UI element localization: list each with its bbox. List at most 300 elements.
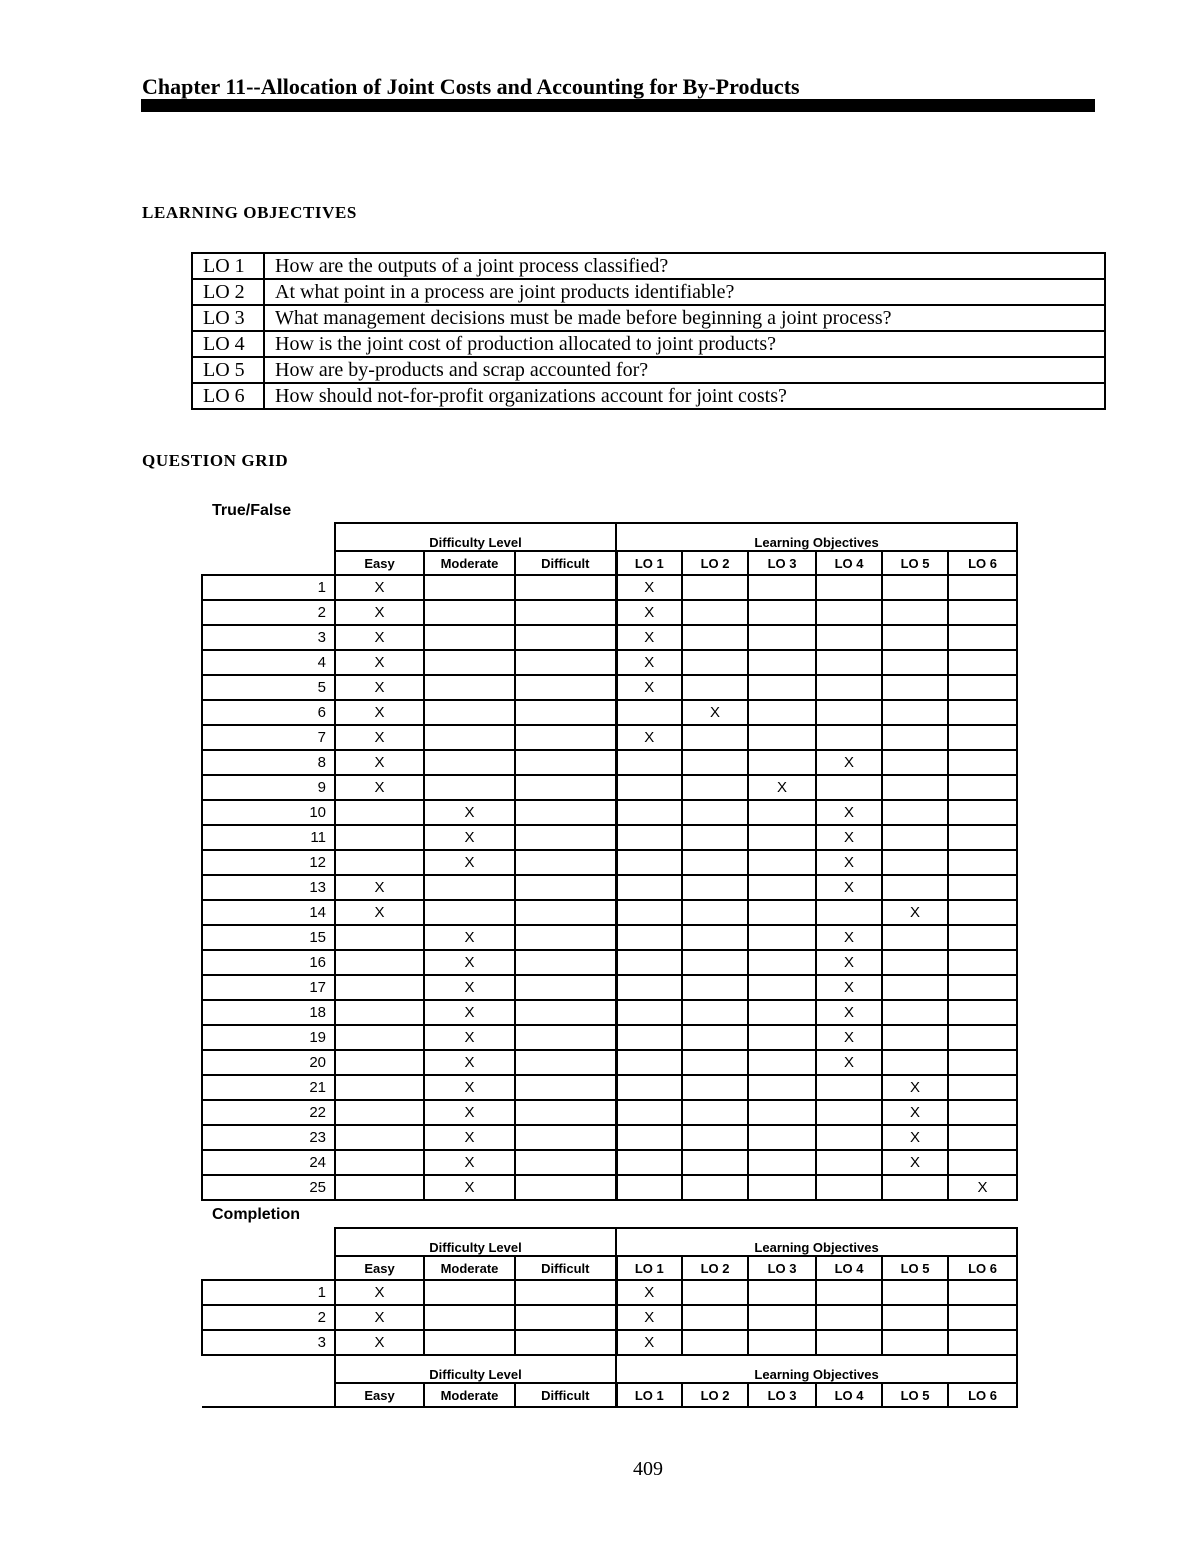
objective-cell: [682, 925, 748, 950]
difficulty-level-header: Difficulty Level: [335, 1355, 616, 1383]
question-number: 16: [202, 950, 335, 975]
objective-cell: [616, 750, 682, 775]
lo-row: [192, 305, 1105, 331]
objective-cell: [948, 1280, 1017, 1305]
objective-cell: [816, 675, 882, 700]
objective-cell: [882, 675, 948, 700]
difficulty-cell: [424, 625, 515, 650]
objective-cell: [816, 1305, 882, 1330]
difficulty-column-easy: Easy: [335, 551, 424, 575]
objective-mark: X: [816, 850, 882, 875]
lo-id: LO 2: [192, 279, 264, 305]
lo-row: [192, 253, 1105, 279]
objective-cell: [682, 1075, 748, 1100]
objective-cell: [948, 1050, 1017, 1075]
objective-cell: [682, 675, 748, 700]
objective-column-lo4: LO 4: [816, 551, 882, 575]
objective-mark: X: [616, 1330, 682, 1355]
question-number: 3: [202, 625, 335, 650]
objective-column-lo6: LO 6: [948, 1383, 1017, 1407]
question-row: [202, 675, 1017, 700]
question-row: [202, 1100, 1017, 1125]
question-row: [202, 925, 1017, 950]
objective-column-lo5: LO 5: [882, 551, 948, 575]
lo-question: How is the joint cost of production allocated to joint products?: [264, 331, 1105, 357]
objective-cell: [882, 975, 948, 1000]
objective-mark: X: [882, 1125, 948, 1150]
objective-cell: [948, 800, 1017, 825]
objective-cell: [748, 625, 816, 650]
difficulty-mark: X: [335, 700, 424, 725]
objective-cell: [882, 800, 948, 825]
objective-cell: [616, 975, 682, 1000]
objective-column-lo2: LO 2: [682, 1383, 748, 1407]
question-row: [202, 600, 1017, 625]
question-number: 18: [202, 1000, 335, 1025]
question-row: [202, 1330, 1017, 1355]
difficulty-mark: X: [335, 1330, 424, 1355]
true-false-label: True/False: [212, 502, 292, 519]
lo-id: LO 5: [192, 357, 264, 383]
difficulty-cell: [515, 875, 616, 900]
question-row: [202, 1075, 1017, 1100]
learning-objectives-header: Learning Objectives: [616, 1228, 1017, 1256]
difficulty-cell: [515, 1125, 616, 1150]
objective-cell: [882, 650, 948, 675]
objective-cell: [616, 1175, 682, 1200]
objective-mark: X: [616, 725, 682, 750]
difficulty-cell: [515, 950, 616, 975]
objective-cell: [682, 1100, 748, 1125]
difficulty-cell: [424, 1305, 515, 1330]
difficulty-mark: X: [335, 900, 424, 925]
title-rule: [141, 99, 1095, 112]
objective-cell: [948, 1305, 1017, 1330]
difficulty-cell: [335, 850, 424, 875]
lo-question: At what point in a process are joint products identifiable?: [264, 279, 1105, 305]
group-header-row: [202, 1355, 1017, 1383]
difficulty-cell: [515, 1100, 616, 1125]
lo-question: How are the outputs of a joint process classified?: [264, 253, 1105, 279]
objective-cell: [682, 625, 748, 650]
difficulty-column-easy: Easy: [335, 1383, 424, 1407]
objective-cell: [748, 875, 816, 900]
question-number: 1: [202, 1280, 335, 1305]
question-row: [202, 1305, 1017, 1330]
objective-cell: [948, 1125, 1017, 1150]
question-grid-heading: QUESTION GRID: [142, 451, 289, 470]
difficulty-mark: X: [424, 800, 515, 825]
question-number: 25: [202, 1175, 335, 1200]
page-number: 409: [633, 1458, 663, 1480]
difficulty-cell: [515, 1175, 616, 1200]
objective-cell: [682, 725, 748, 750]
difficulty-cell: [335, 975, 424, 1000]
difficulty-mark: X: [424, 975, 515, 1000]
question-number: 1: [202, 575, 335, 600]
objective-cell: [948, 825, 1017, 850]
question-number: 2: [202, 1305, 335, 1330]
difficulty-mark: X: [335, 1280, 424, 1305]
difficulty-column-moderate: Moderate: [424, 1383, 515, 1407]
objective-cell: [682, 1125, 748, 1150]
objective-mark: X: [616, 625, 682, 650]
question-number: 4: [202, 650, 335, 675]
question-number: 12: [202, 850, 335, 875]
objective-cell: [948, 600, 1017, 625]
difficulty-level-header: Difficulty Level: [335, 1228, 616, 1256]
objective-cell: [616, 1000, 682, 1025]
objective-cell: [948, 675, 1017, 700]
question-row: [202, 725, 1017, 750]
objective-cell: [748, 575, 816, 600]
objective-mark: X: [816, 1000, 882, 1025]
difficulty-cell: [335, 1150, 424, 1175]
difficulty-cell: [424, 900, 515, 925]
objective-cell: [882, 925, 948, 950]
objective-column-lo3: LO 3: [748, 1383, 816, 1407]
question-row: [202, 775, 1017, 800]
difficulty-mark: X: [335, 775, 424, 800]
objective-cell: [816, 600, 882, 625]
completion-grid: [201, 1227, 1018, 1408]
objective-cell: [948, 850, 1017, 875]
objective-cell: [948, 775, 1017, 800]
difficulty-mark: X: [335, 875, 424, 900]
difficulty-cell: [515, 850, 616, 875]
difficulty-cell: [515, 1305, 616, 1330]
objective-cell: [748, 900, 816, 925]
objective-mark: X: [816, 875, 882, 900]
objective-cell: [816, 1175, 882, 1200]
question-row: [202, 1050, 1017, 1075]
difficulty-mark: X: [424, 825, 515, 850]
question-number: 17: [202, 975, 335, 1000]
objective-cell: [948, 1150, 1017, 1175]
difficulty-cell: [335, 825, 424, 850]
objective-cell: [948, 875, 1017, 900]
objective-mark: X: [616, 650, 682, 675]
objective-column-lo6: LO 6: [948, 1256, 1017, 1280]
objective-cell: [682, 875, 748, 900]
difficulty-cell: [335, 950, 424, 975]
objective-cell: [748, 1280, 816, 1305]
objective-cell: [616, 1075, 682, 1100]
objective-mark: X: [816, 825, 882, 850]
objective-mark: X: [816, 750, 882, 775]
objective-cell: [882, 950, 948, 975]
objective-cell: [882, 700, 948, 725]
difficulty-cell: [515, 1280, 616, 1305]
grid-corner: [202, 523, 335, 575]
objective-cell: [882, 625, 948, 650]
lo-row: [192, 279, 1105, 305]
objective-cell: [682, 600, 748, 625]
objective-cell: [748, 1050, 816, 1075]
difficulty-cell: [335, 1125, 424, 1150]
lo-row: [192, 357, 1105, 383]
difficulty-cell: [515, 725, 616, 750]
objective-cell: [948, 700, 1017, 725]
objective-cell: [748, 1075, 816, 1100]
difficulty-column-easy: Easy: [335, 1256, 424, 1280]
objective-cell: [616, 775, 682, 800]
objective-cell: [816, 575, 882, 600]
objective-cell: [616, 850, 682, 875]
objective-mark: X: [816, 950, 882, 975]
objective-mark: X: [816, 1050, 882, 1075]
difficulty-mark: X: [424, 1050, 515, 1075]
lo-id: LO 3: [192, 305, 264, 331]
difficulty-cell: [515, 975, 616, 1000]
objective-cell: [882, 575, 948, 600]
objective-cell: [816, 1125, 882, 1150]
difficulty-cell: [335, 800, 424, 825]
difficulty-cell: [515, 1150, 616, 1175]
objective-cell: [748, 1305, 816, 1330]
difficulty-mark: X: [335, 1305, 424, 1330]
question-row: [202, 1280, 1017, 1305]
difficulty-cell: [515, 825, 616, 850]
objective-cell: [882, 1050, 948, 1075]
difficulty-cell: [515, 750, 616, 775]
difficulty-column-difficult: Difficult: [515, 1383, 616, 1407]
objective-mark: X: [816, 1025, 882, 1050]
objective-mark: X: [616, 600, 682, 625]
question-row: [202, 750, 1017, 775]
objective-column-lo2: LO 2: [682, 551, 748, 575]
difficulty-mark: X: [424, 1025, 515, 1050]
objective-cell: [682, 950, 748, 975]
true-false-grid: [201, 522, 1018, 1201]
objective-column-lo4: LO 4: [816, 1256, 882, 1280]
difficulty-cell: [424, 575, 515, 600]
difficulty-cell: [424, 775, 515, 800]
objective-cell: [816, 1280, 882, 1305]
objective-cell: [682, 825, 748, 850]
objective-cell: [882, 825, 948, 850]
objective-column-lo4: LO 4: [816, 1383, 882, 1407]
objective-cell: [616, 825, 682, 850]
learning-objectives-header: Learning Objectives: [616, 1355, 1017, 1383]
question-row: [202, 1125, 1017, 1150]
objective-cell: [748, 700, 816, 725]
objective-cell: [616, 1050, 682, 1075]
objective-cell: [816, 775, 882, 800]
objective-cell: [682, 1000, 748, 1025]
question-row: [202, 1025, 1017, 1050]
objective-cell: [816, 1330, 882, 1355]
question-number: 8: [202, 750, 335, 775]
objective-mark: X: [748, 775, 816, 800]
group-header-row: [202, 1228, 1017, 1256]
grid-corner: [202, 1228, 335, 1280]
objective-cell: [882, 1000, 948, 1025]
completion-label: Completion: [212, 1206, 300, 1223]
objective-cell: [882, 600, 948, 625]
difficulty-cell: [515, 925, 616, 950]
difficulty-column-moderate: Moderate: [424, 551, 515, 575]
objective-cell: [682, 1305, 748, 1330]
difficulty-level-header: Difficulty Level: [335, 523, 616, 551]
learning-objectives-header: Learning Objectives: [616, 523, 1017, 551]
difficulty-mark: X: [335, 600, 424, 625]
lo-id: LO 4: [192, 331, 264, 357]
question-number: 3: [202, 1330, 335, 1355]
objective-cell: [748, 600, 816, 625]
learning-objectives-heading: LEARNING OBJECTIVES: [142, 203, 357, 222]
difficulty-cell: [424, 1330, 515, 1355]
objective-cell: [748, 850, 816, 875]
question-row: [202, 825, 1017, 850]
objective-cell: [948, 1000, 1017, 1025]
question-row: [202, 875, 1017, 900]
chapter-title: Chapter 11--Allocation of Joint Costs and Accounting for By-Products: [142, 74, 800, 99]
question-number: 2: [202, 600, 335, 625]
question-row: [202, 625, 1017, 650]
question-number: 21: [202, 1075, 335, 1100]
objective-mark: X: [882, 900, 948, 925]
objective-cell: [682, 1280, 748, 1305]
objective-cell: [816, 1100, 882, 1125]
difficulty-mark: X: [424, 1000, 515, 1025]
objective-cell: [616, 1100, 682, 1125]
difficulty-cell: [424, 1280, 515, 1305]
difficulty-cell: [424, 875, 515, 900]
difficulty-cell: [335, 1000, 424, 1025]
question-row: [202, 700, 1017, 725]
objective-cell: [882, 875, 948, 900]
objective-mark: X: [616, 1280, 682, 1305]
lo-id: LO 6: [192, 383, 264, 409]
objective-mark: X: [616, 1305, 682, 1330]
objective-cell: [882, 1305, 948, 1330]
objective-column-lo3: LO 3: [748, 551, 816, 575]
question-number: 20: [202, 1050, 335, 1075]
objective-cell: [882, 1280, 948, 1305]
objective-column-lo1: LO 1: [616, 551, 682, 575]
difficulty-cell: [515, 625, 616, 650]
difficulty-cell: [515, 675, 616, 700]
difficulty-column-moderate: Moderate: [424, 1256, 515, 1280]
difficulty-mark: X: [424, 950, 515, 975]
objective-cell: [748, 825, 816, 850]
question-number: 23: [202, 1125, 335, 1150]
lo-question: How are by-products and scrap accounted for?: [264, 357, 1105, 383]
difficulty-mark: X: [424, 1175, 515, 1200]
objective-cell: [948, 975, 1017, 1000]
objective-cell: [682, 975, 748, 1000]
lo-row: [192, 331, 1105, 357]
objective-cell: [682, 800, 748, 825]
question-row: [202, 850, 1017, 875]
objective-cell: [948, 575, 1017, 600]
objective-mark: X: [816, 925, 882, 950]
difficulty-mark: X: [424, 1150, 515, 1175]
objective-mark: X: [882, 1150, 948, 1175]
objective-mark: X: [816, 975, 882, 1000]
difficulty-cell: [515, 600, 616, 625]
objective-cell: [682, 850, 748, 875]
objective-cell: [682, 650, 748, 675]
question-row: [202, 900, 1017, 925]
objective-mark: X: [816, 800, 882, 825]
objective-cell: [748, 975, 816, 1000]
objective-column-lo1: LO 1: [616, 1383, 682, 1407]
objective-column-lo2: LO 2: [682, 1256, 748, 1280]
objective-cell: [682, 1175, 748, 1200]
question-number: 10: [202, 800, 335, 825]
objective-cell: [816, 625, 882, 650]
difficulty-cell: [424, 650, 515, 675]
difficulty-cell: [515, 800, 616, 825]
question-row: [202, 1000, 1017, 1025]
difficulty-mark: X: [424, 850, 515, 875]
difficulty-mark: X: [424, 1075, 515, 1100]
objective-cell: [948, 1100, 1017, 1125]
objective-cell: [748, 1330, 816, 1355]
objective-cell: [816, 900, 882, 925]
objective-cell: [816, 700, 882, 725]
question-number: 22: [202, 1100, 335, 1125]
question-number: 14: [202, 900, 335, 925]
objective-cell: [616, 950, 682, 975]
objective-column-lo5: LO 5: [882, 1256, 948, 1280]
objective-cell: [948, 1075, 1017, 1100]
difficulty-cell: [335, 1050, 424, 1075]
objective-cell: [748, 1150, 816, 1175]
objective-cell: [948, 1025, 1017, 1050]
objective-cell: [682, 1330, 748, 1355]
difficulty-column-difficult: Difficult: [515, 1256, 616, 1280]
objective-cell: [948, 725, 1017, 750]
question-number: 19: [202, 1025, 335, 1050]
question-row: [202, 1175, 1017, 1200]
difficulty-cell: [424, 750, 515, 775]
difficulty-cell: [335, 925, 424, 950]
objective-cell: [948, 625, 1017, 650]
question-row: [202, 650, 1017, 675]
question-row: [202, 800, 1017, 825]
question-number: 15: [202, 925, 335, 950]
difficulty-cell: [424, 725, 515, 750]
question-number: 13: [202, 875, 335, 900]
question-row: [202, 1150, 1017, 1175]
difficulty-cell: [424, 675, 515, 700]
difficulty-cell: [424, 600, 515, 625]
objective-cell: [748, 1100, 816, 1125]
objective-column-lo5: LO 5: [882, 1383, 948, 1407]
question-number: 9: [202, 775, 335, 800]
objective-cell: [948, 750, 1017, 775]
difficulty-mark: X: [335, 725, 424, 750]
objective-cell: [948, 1330, 1017, 1355]
objective-column-lo6: LO 6: [948, 551, 1017, 575]
objective-cell: [682, 1050, 748, 1075]
difficulty-mark: X: [335, 625, 424, 650]
objective-cell: [748, 650, 816, 675]
objective-cell: [748, 800, 816, 825]
objective-cell: [948, 900, 1017, 925]
objective-cell: [882, 750, 948, 775]
objective-cell: [682, 900, 748, 925]
objective-cell: [682, 575, 748, 600]
question-number: 24: [202, 1150, 335, 1175]
difficulty-mark: X: [335, 650, 424, 675]
objective-cell: [816, 1150, 882, 1175]
objective-cell: [816, 1075, 882, 1100]
objective-cell: [616, 1125, 682, 1150]
